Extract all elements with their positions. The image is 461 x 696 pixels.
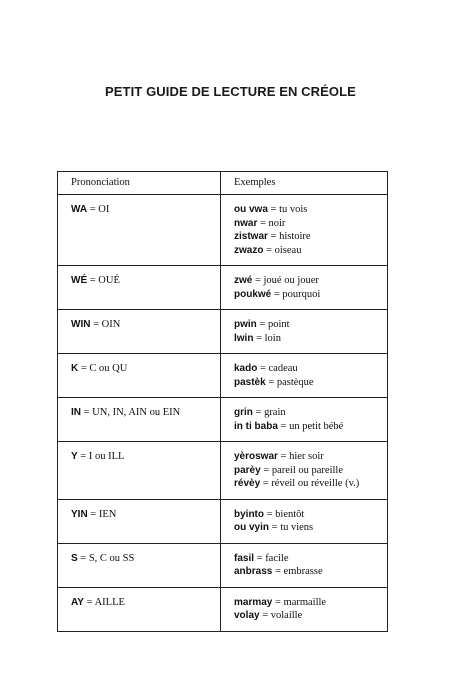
example-line <box>234 274 387 288</box>
equals-sign: = <box>87 204 99 215</box>
french-meaning: cadeau <box>268 363 298 374</box>
french-meaning: histoire <box>279 231 311 242</box>
french-meaning: pastèque <box>276 376 314 388</box>
french-meaning: embrasse <box>283 566 323 577</box>
example-line <box>234 318 387 332</box>
example-line <box>234 362 387 376</box>
creole-word: yèroswar <box>234 451 278 462</box>
example-line <box>234 464 387 478</box>
creole-word: marmay <box>234 596 273 608</box>
equals-sign: = <box>77 552 89 564</box>
french-meaning: loin <box>264 332 281 344</box>
pronunciation-cell <box>58 195 221 266</box>
equals-sign: = <box>267 231 280 242</box>
example-line <box>234 420 387 434</box>
equals-sign: = <box>272 596 284 608</box>
equals-sign: = <box>252 407 265 418</box>
french-equivalent: S, C ou SS <box>88 552 135 564</box>
creole-sound: Y <box>71 451 78 462</box>
pronunciation-cell <box>58 310 221 354</box>
pronunciation-cell <box>58 266 221 310</box>
example-line <box>234 217 387 231</box>
creole-word: poukwé <box>234 288 272 300</box>
creole-word: fasil <box>234 552 255 564</box>
examples-cell <box>221 195 388 266</box>
french-meaning: volaille <box>270 610 303 621</box>
examples-cell <box>221 398 388 442</box>
creole-word: zistwar <box>234 231 268 242</box>
equals-sign: = <box>257 363 269 374</box>
french-equivalent: UN, IN, AIN ou EIN <box>92 407 181 418</box>
example-line <box>234 565 387 579</box>
creole-word: lwin <box>234 332 254 344</box>
table-row <box>58 310 388 354</box>
equals-sign: = <box>271 288 283 300</box>
examples-cell <box>221 442 388 500</box>
creole-sound: WA <box>71 204 88 215</box>
example-line <box>234 288 387 302</box>
equals-sign: = <box>253 332 265 344</box>
french-meaning: marmaille <box>283 596 327 608</box>
french-meaning: hier soir <box>289 451 324 462</box>
french-equivalent: IEN <box>98 508 117 520</box>
examples-cell <box>221 354 388 398</box>
equals-sign: = <box>269 522 281 533</box>
equals-sign: = <box>257 217 269 229</box>
creole-word: grin <box>234 407 253 418</box>
examples-cell <box>221 499 388 543</box>
creole-word: pwin <box>234 319 257 330</box>
creole-word: volay <box>234 610 260 621</box>
french-meaning: bientôt <box>275 508 305 520</box>
table-row <box>58 266 388 310</box>
example-line <box>234 332 387 346</box>
table-row <box>58 398 388 442</box>
french-equivalent: C ou QU <box>89 363 128 374</box>
example-line <box>234 521 387 535</box>
creole-word: pastèk <box>234 376 266 388</box>
pronunciation-cell <box>58 442 221 500</box>
example-line <box>234 230 387 244</box>
creole-sound: WÉ <box>71 275 88 286</box>
equals-sign: = <box>87 508 99 520</box>
equals-sign: = <box>78 363 90 374</box>
example-line <box>234 244 387 258</box>
french-meaning: tu vois <box>279 204 308 215</box>
equals-sign: = <box>265 376 277 388</box>
creole-word: anbrass <box>234 566 273 577</box>
creole-sound: IN <box>71 407 81 418</box>
example-line <box>234 596 387 610</box>
equals-sign: = <box>260 464 272 476</box>
examples-cell <box>221 266 388 310</box>
equals-sign: = <box>90 319 102 330</box>
creole-sound: S <box>71 552 78 564</box>
example-line <box>234 406 387 420</box>
equals-sign: = <box>264 508 276 520</box>
equals-sign: = <box>254 552 266 564</box>
french-equivalent: OIN <box>101 319 121 330</box>
french-equivalent: I ou ILL <box>88 451 125 462</box>
table-row <box>58 442 388 500</box>
examples-cell <box>221 587 388 631</box>
equals-sign: = <box>252 275 264 286</box>
equals-sign: = <box>81 407 93 418</box>
table-row <box>58 195 388 266</box>
equals-sign: = <box>256 319 268 330</box>
french-meaning: tu viens <box>280 522 314 533</box>
creole-word: kado <box>234 363 258 374</box>
french-equivalent: OI <box>98 204 110 215</box>
pronunciation-cell <box>58 543 221 587</box>
french-meaning: point <box>267 319 290 330</box>
french-meaning: pourquoi <box>282 288 321 300</box>
french-meaning: noir <box>268 217 286 229</box>
example-line <box>234 203 387 217</box>
pronunciation-cell <box>58 398 221 442</box>
creole-word: révèy <box>234 478 261 489</box>
pronunciation-cell <box>58 354 221 398</box>
equals-sign: = <box>83 596 95 608</box>
creole-word: zwé <box>234 275 253 286</box>
equals-sign: = <box>87 275 99 286</box>
french-meaning: joué ou jouer <box>263 275 319 286</box>
french-meaning: grain <box>264 407 286 418</box>
creole-sound: YIN <box>71 508 88 520</box>
example-line <box>234 477 387 491</box>
example-line <box>234 609 387 623</box>
equals-sign: = <box>259 610 271 621</box>
french-meaning: un petit bébé <box>289 420 344 432</box>
header-pronunciation: Prononciation <box>58 172 221 195</box>
equals-sign: = <box>260 478 272 489</box>
page-title: PETIT GUIDE DE LECTURE EN CRÉOLE <box>105 84 356 99</box>
creole-word: nwar <box>234 217 258 229</box>
french-equivalent: AILLE <box>94 596 125 608</box>
french-meaning: pareil ou pareille <box>271 464 343 476</box>
pronunciation-cell <box>58 587 221 631</box>
example-line <box>234 450 387 464</box>
creole-word: parèy <box>234 464 261 476</box>
french-equivalent: OUÉ <box>98 275 120 286</box>
creole-word: in ti baba <box>234 420 278 432</box>
french-meaning: réveil ou réveille (v.) <box>271 478 360 489</box>
examples-cell <box>221 543 388 587</box>
creole-sound: WIN <box>71 319 91 330</box>
french-meaning: facile <box>265 552 289 564</box>
french-meaning: oiseau <box>274 244 302 256</box>
table-row <box>58 499 388 543</box>
table-row <box>58 543 388 587</box>
table-row <box>58 354 388 398</box>
examples-cell <box>221 310 388 354</box>
example-line <box>234 552 387 566</box>
example-line <box>234 376 387 390</box>
creole-sound: AY <box>71 596 84 608</box>
creole-word: zwazo <box>234 244 264 256</box>
table-body <box>58 172 388 632</box>
pronunciation-cell <box>58 499 221 543</box>
example-line <box>234 508 387 522</box>
equals-sign: = <box>277 451 290 462</box>
table-header-row <box>58 172 388 195</box>
creole-word: byinto <box>234 508 264 520</box>
equals-sign: = <box>263 244 275 256</box>
equals-sign: = <box>272 566 284 577</box>
equals-sign: = <box>77 451 89 462</box>
pronunciation-table <box>57 171 388 632</box>
creole-word: ou vyin <box>234 522 270 533</box>
table-row <box>58 587 388 631</box>
equals-sign: = <box>267 204 280 215</box>
equals-sign: = <box>277 420 290 432</box>
creole-sound: K <box>71 363 79 374</box>
header-examples: Exemples <box>221 172 388 195</box>
creole-word: ou vwa <box>234 204 268 215</box>
